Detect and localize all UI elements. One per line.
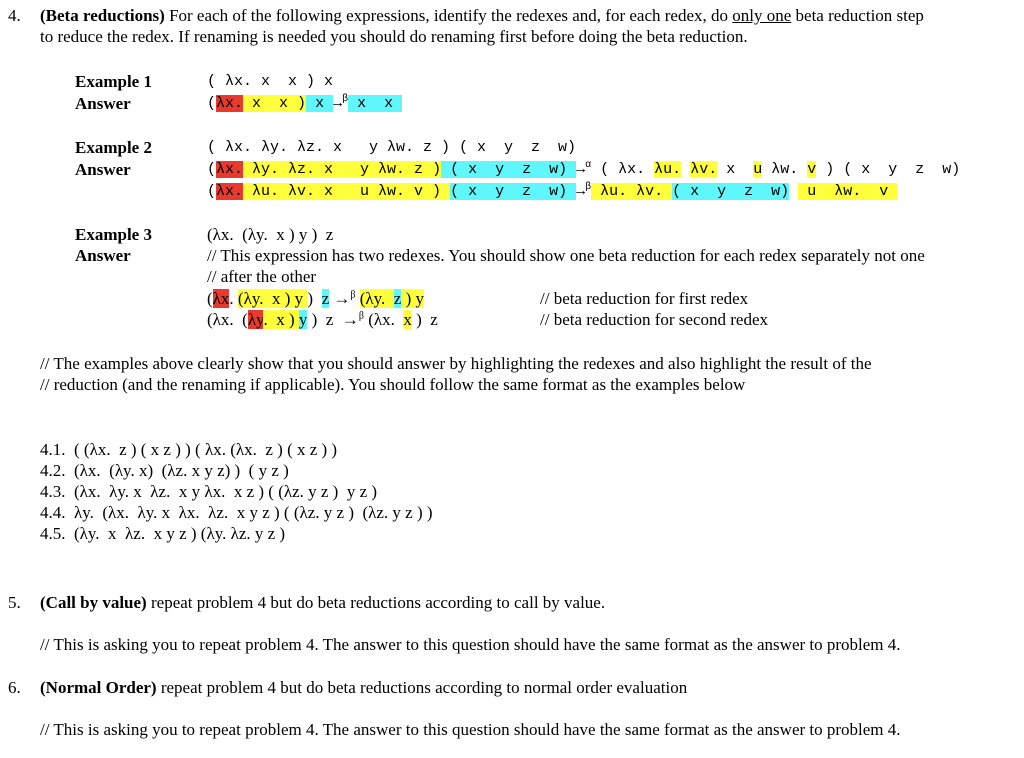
beta-superscript: β (358, 310, 364, 322)
problem-number: 4.1. (40, 440, 66, 459)
question-6-title: (Normal Order) (40, 678, 157, 697)
instructions-line-2: // reduction (and the renaming if applicable). You should follow the same format as the examples below (40, 375, 746, 394)
question-5-number: 5. (8, 593, 21, 612)
alpha-arrow: → (576, 161, 586, 178)
space (789, 183, 798, 200)
problem-4-3 (40, 482, 377, 502)
paren: ( (207, 161, 217, 178)
example-3-note-line-2: // after the other (207, 267, 317, 286)
example-3-note-line-1: // This expression has two redexes. You should show one beta reduction for each redex separately not one (207, 246, 925, 265)
beta-arrow: → (576, 183, 586, 200)
result-a: (λy. (359, 289, 394, 308)
var-x: x (717, 161, 754, 178)
question-4-title: (Beta reductions) (40, 6, 165, 25)
question-4-line-2: to reduce the redex. If renaming is needed you should do renaming first before doing the beta reduction. (40, 27, 748, 46)
paren: ( (207, 289, 213, 308)
example-3-reduction-1 (207, 289, 424, 309)
redex-body (243, 161, 441, 178)
example-2-answer-line-2 (207, 182, 897, 202)
beta-superscript: β (342, 94, 349, 105)
paren: ) (297, 95, 307, 112)
result (360, 289, 424, 308)
question-4-intro-b: beta reduction step (791, 6, 924, 25)
paren: ( (207, 183, 217, 200)
redex-argument: ( x y z w) (441, 161, 577, 178)
redex-argument: ( x y z w) (450, 183, 577, 200)
problem-expression: λy. (λx. λy. x λx. λz. x y z ) ( (λz. y z ) (λz. y z ) ) (74, 503, 433, 522)
result-part-2: u λw. v (798, 183, 898, 200)
redex-body: (λy. x ) y (237, 289, 308, 308)
result-substituted: x (403, 310, 412, 329)
answer-1-label: Answer (75, 94, 131, 113)
prefix: (λx. ( (207, 310, 248, 329)
beta-arrow: → (333, 95, 343, 112)
problem-4-5 (40, 524, 285, 544)
instructions-line-1: // The examples above clearly show that you should answer by highlighting the redexes and also highlight the result of the (40, 354, 872, 373)
result-a: (λx. (363, 310, 404, 329)
alpha-superscript: α (585, 160, 592, 171)
example-2-answer-line-1 (207, 160, 960, 180)
example-3-comment-2: // beta reduction for second redex (540, 310, 768, 329)
question-4-only-one: only one (732, 6, 792, 25)
example-1-answer (207, 94, 402, 114)
question-5-title: (Call by value) (40, 593, 147, 612)
example-2-expression: ( λx. λy. λz. x y λw. z ) ( x y z w) (207, 139, 577, 156)
paren: ) (307, 289, 322, 308)
problem-expression: ( (λx. z ) ( x z ) ) ( λx. (λx. z ) ( x z ) ) (74, 440, 338, 459)
result-b: ) y (401, 289, 424, 308)
body-text: x x (243, 95, 298, 112)
example-3-reduction-2 (207, 310, 438, 330)
problem-expression: (λy. x λz. x y z ) (λy. λz. y z ) (74, 524, 286, 543)
problem-number: 4.5. (40, 524, 66, 543)
renamed-v-occurrence: v (807, 161, 817, 178)
problem-expression: (λx. λy. x λz. x y λx. x z ) ( (λz. y z ) y z ) (74, 482, 378, 501)
reduction-result: x x (348, 95, 403, 112)
question-6-number: 6. (8, 678, 21, 697)
redex-lambda: λx (212, 289, 230, 308)
redex-lambda: λx. (216, 183, 244, 200)
renamed-prefix: ( λx. (591, 161, 655, 178)
result-substituted-argument: ( x y z w) (672, 183, 790, 200)
problem-4-4 (40, 503, 433, 523)
redex-argument: z (321, 289, 330, 308)
problem-4-1 (40, 440, 337, 460)
example-3-label: Example 3 (75, 225, 152, 244)
renamed-u-occurrence: u (753, 161, 763, 178)
example-2-label: Example 2 (75, 138, 152, 157)
question-5-line (40, 593, 605, 613)
example-1-expression: ( λx. x x ) x (207, 73, 334, 90)
renamed-v: λv. (690, 161, 718, 178)
problem-4-2 (40, 461, 289, 481)
question-5-text: repeat problem 4 but do beta reductions according to call by value. (146, 593, 606, 612)
redex-body: . x ) (263, 310, 299, 329)
example-3-expression: (λx. (λy. x ) y ) z (207, 225, 334, 244)
beta-superscript: β (585, 182, 592, 193)
body-text: λy. λz. x y λw. z (243, 161, 433, 178)
redex-body: λu. λv. x u λw. v ) (243, 183, 451, 200)
redex-lambda: λx. (216, 161, 244, 178)
renamed-u: λu. (654, 161, 682, 178)
paren: ) (432, 161, 442, 178)
answer-3-label: Answer (75, 246, 131, 265)
question-6-note: // This is asking you to repeat problem 4. The answer to this question should have the same format as the answer to problem 4. (40, 720, 901, 739)
result-substituted: z (393, 289, 402, 308)
post: ) z → (307, 310, 359, 329)
question-4-intro-a: For each of the following expressions, identify the redexes and, for each redex, do (164, 6, 733, 25)
redex-body (243, 95, 306, 112)
dot: . (229, 289, 238, 308)
lambda-w: λw. (762, 161, 808, 178)
question-4-line-1 (40, 6, 924, 26)
redex-lambda: λx. (216, 95, 244, 112)
redex-lambda: λy (247, 310, 264, 329)
problem-number: 4.2. (40, 461, 66, 480)
problem-expression: (λx. (λy. x) (λz. x y z) ) ( y z ) (74, 461, 289, 480)
result-b: ) z (411, 310, 438, 329)
question-6-text: repeat problem 4 but do beta reductions according to normal order evaluation (156, 678, 688, 697)
problem-number: 4.3. (40, 482, 66, 501)
example-3-comment-1: // beta reduction for first redex (540, 289, 749, 308)
beta-arrow: → (329, 289, 351, 308)
question-5-note: // This is asking you to repeat problem 4. The answer to this question should have the same format as the answer to problem 4. (40, 635, 901, 654)
argument-tail: ) ( x y z w) (816, 161, 961, 178)
beta-superscript: β (350, 289, 356, 301)
paren: ( (207, 95, 217, 112)
redex-argument: y (298, 310, 308, 329)
redex-argument: x (306, 95, 334, 112)
result-part-1: λu. λv. (591, 183, 673, 200)
example-1-label: Example 1 (75, 72, 152, 91)
question-4-number: 4. (8, 6, 21, 25)
question-6-line (40, 678, 687, 698)
answer-2-label: Answer (75, 160, 131, 179)
space (681, 161, 690, 178)
problem-number: 4.4. (40, 503, 66, 522)
